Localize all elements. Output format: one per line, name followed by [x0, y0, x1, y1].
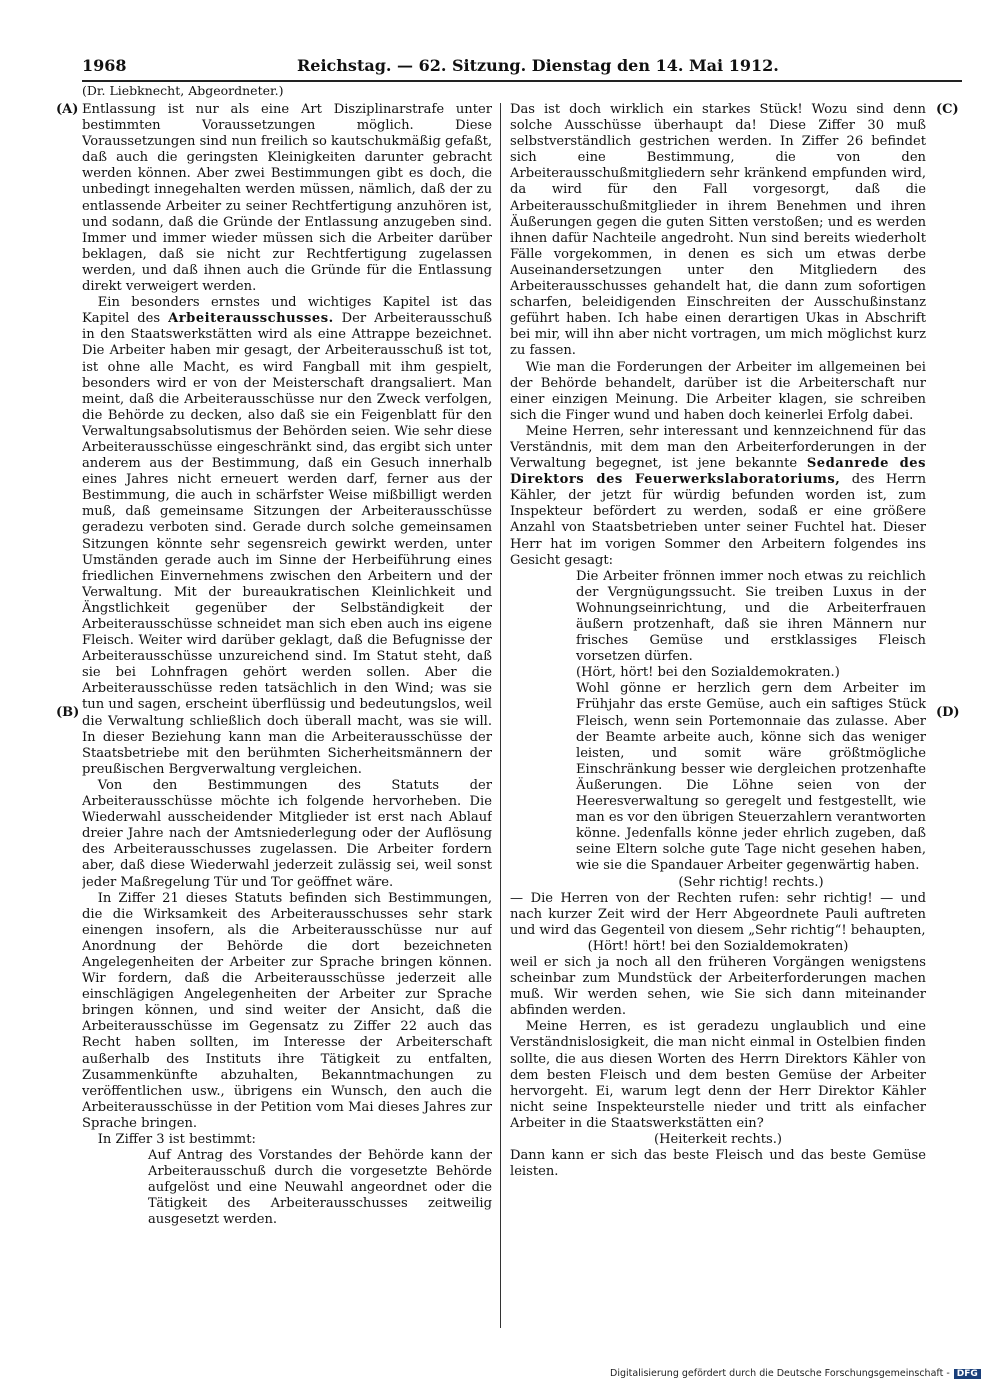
text-run: Meine Herren, sehr interessant und kennzeichnend für das Verständnis, mit dem man den Arbeiterforderungen in der Verwaltung begegnet, ist jene bekannte	[510, 423, 926, 472]
column-divider	[500, 103, 501, 1328]
quote-text: Auf Antrag des Vorstandes der Behörde kann der Arbeiterausschuß durch die vorgesetzte Behörde aufgelöst und eine Neuwahl angeordnet oder die Tätigkeit des Arbeiterausschusses zeitweilig ausgesetzt werden.	[148, 1148, 492, 1228]
page-header	[82, 56, 962, 78]
quote-text: Wohl gönne er herzlich gern dem Arbeiter im Frühjahr das erste Gemüse, auch ein saftiges Stück Fleisch, wenn sein Portemonnaie das zulasse. Aber der Beamte arbeite auch, könne sich das weniger leisten, und somit wäre größtmögliche Einschränkung besser wie dergleichen protzenhafte Äußerungen. Die Löhne seien von der Heeresverwaltung so geregelt und festgestellt, wie man es vor den übrigen Steuerzahlern verantworten könne. Jedenfalls könne jeder ehrlich zugeben, daß seine Eltern solche gute Tage nicht gesehen haben, wie sie die Spandauer Arbeiter gegenwärtig haben.	[576, 681, 926, 874]
left-column	[82, 102, 492, 1312]
interjection: (Sehr richtig! rechts.)	[678, 874, 824, 890]
section-heading: Arbeiterausschusses.	[168, 311, 334, 327]
page-title: Reichstag. — 62. Sitzung. Dienstag den 14. Mai 1912.	[297, 56, 779, 75]
interjection: (Hört! hört! bei den Sozialdemokraten)	[587, 938, 849, 954]
paragraph: — Die Herren von der Rechten rufen: sehr richtig! — und nach kurzer Zeit wird der Herr Abgeordnete Pauli auftreten und wird das Gegenteil von diesem „Sehr richtig“! behaupten,	[510, 890, 926, 938]
margin-marker-b: (B)	[56, 705, 80, 720]
paragraph: Entlassung ist nur als eine Art Disziplinarstrafe unter bestimmten Voraussetzungen möglich. Diese Voraussetzungen sind nun freilich so kautschukmäßig gefaßt, daß auch die geringsten Kleinigkeiten darunter gebracht werden können. Aber zwei Bestimmungen gibt es doch, die unbedingt innegehalten werden müssen, nämlich, daß der zu entlassende Arbeiter zu seiner Rechtfertigung anzuhören ist, und sodann, daß die Gründe der Entlassung anzugeben sind. Immer und immer wieder müssen sich die Arbeiter darüber beklagen, daß sie nicht zur Rechtfertigung zugelassen werden, und daß ihnen auch die Gründe für die Entlassung direkt verweigert werden.	[82, 102, 492, 295]
right-column	[510, 102, 926, 1312]
block-quote	[148, 1148, 492, 1228]
paragraph: Von den Bestimmungen des Statuts der Arbeiterausschüsse möchte ich folgende hervorheben. Die Wiederwahl ausscheidender Mitglieder ist erst nach Ablauf dreier Jahre nach der Amtsniederlegung oder der Auflösung des Arbeiterausschusses zugelassen. Die Arbeiter fordern aber, daß diese Wiederwahl jederzeit zulässig sei, weil sonst jeder Maßregelung Tür und Tor geöffnet wäre.	[82, 777, 492, 890]
text-run: Ein besonders ernstes und wichtiges Kapitel ist das Kapitel des	[82, 295, 492, 327]
digitization-footer	[610, 1368, 981, 1379]
speaker-note: (Dr. Liebknecht, Abgeordneter.)	[82, 83, 284, 98]
margin-marker-d: (D)	[936, 705, 960, 720]
paragraph: Dann kann er sich das beste Fleisch und das beste Gemüse leisten.	[510, 1148, 926, 1180]
interjection: (Heiterkeit rechts.)	[653, 1132, 783, 1147]
margin-marker-a: (A)	[56, 102, 79, 117]
paragraph: weil er sich ja noch all den früheren Vorgängen wenigstens scheinbar zum Mundstück der Arbeiterforderungen machen muß. Wir werden sehen, wie Sie sich dann miteinander abfinden werden.	[510, 954, 926, 1019]
quote-text: Die Arbeiter frönnen immer noch etwas zu reichlich der Vergnügungssucht. Sie treiben Luxus in der Wohnungseinrichtung, und die Arbeiterfrauen äußern protzenhaft, daß sie ihren Männern nur frisches Gemüse und erstklassiges Fleisch vorsetzen dürfen.	[576, 568, 926, 665]
dfg-logo: DFG	[954, 1369, 981, 1379]
paragraph: Wie man die Forderungen der Arbeiter im allgemeinen bei der Behörde behandelt, darüber ist die Arbeiterschaft nur einer einzigen Meinung. Die Arbeiter klagen, sie schreiben sich die Finger wund und haben doch keinerlei Erfolg dabei.	[510, 359, 926, 423]
paragraph	[82, 295, 492, 778]
text-run: des Herrn Kähler, der jetzt für würdig befunden worden ist, zum Inspekteur befördert zu werden, sodaß er eine größere Anzahl von Staatsbetrieben unter seiner Fuchtel hat. Dieser Herr hat im vorigen Sommer den Arbeitern folgendes ins Gesicht gesagt:	[510, 472, 926, 568]
section-heading: Sedanrede des Direktors des Feuerwerkslaboratoriums,	[510, 456, 926, 488]
paragraph	[510, 424, 926, 569]
header-rule	[82, 80, 962, 82]
footer-text: Digitalisierung gefördert durch die Deutsche Forschungsgemeinschaft -	[610, 1368, 950, 1379]
paragraph: In Ziffer 21 dieses Statuts befinden sich Bestimmungen, die die Wirksamkeit des Arbeiterausschusses sehr stark einengen insofern, als die Arbeiterausschüsse nur auf Anordnung der Behörde die dort bezeichneten Angelegenheiten der Arbeiter zur Sprache bringen können. Wir fordern, daß die Arbeiterausschüsse jederzeit alle einschlägigen Angelegenheiten der Arbeiter zur Sprache bringen können, und sind weiter der Ansicht, daß die Arbeiterausschüsse im Gegensatz zu Ziffer 22 auch das Recht haben sollten, im Interesse der Arbeiterschaft außerhalb des Instituts ihre Tätigkeit zu entfalten, Zusammenkünfte abzuhalten, Bekanntmachungen zu veröffentlichen usw., übrigens ein Wunsch, den auch die Arbeiterausschüsse in der Petition vom Mai dieses Jahres zur Sprache bringen.	[82, 890, 492, 1131]
page-number: 1968	[82, 56, 127, 75]
paragraph: Meine Herren, es ist geradezu unglaublich und eine Verständnislosigkeit, die man nicht einmal in Ostelbien finden sollte, die aus diesen Worten des Herrn Direktors Kähler von dem besten Fleisch und dem besten Gemüse der Arbeiter hervorgeht. Ei, warum legt denn der Herr Direktor Kähler nicht seine Inspekteurstelle nieder und tritt als einfacher Arbeiter in die Staatswerkstätten ein?	[510, 1019, 926, 1131]
margin-marker-c: (C)	[936, 102, 959, 117]
text-run: Der Arbeiterausschuß in den Staatswerkstätten wird als eine Attrappe bezeichnet. Die Arbeiter haben mir gesagt, der Arbeiterausschuß ist tot, ist ohne alle Macht, es wird Fangball mit ihm gespielt, besonders wird er von der Meisterschaft drangsaliert. Man meint, daß die Arbeiterausschüsse nur den Zweck verfolgen, die Behörde zu decken, also daß sie ein Feigenblatt für den Verwaltungsabsolutismus der Behörden seien. Wie sehr diese Arbeiterausschüsse eingeschränkt sind, das ergibt sich unter anderem aus der Bestimmung, daß ein Gesuch innerhalb eines Jahres nicht erneuert werden darf, ferner aus der Bestimmung, die auch in schärfster Weise mißbilligt werden muß, daß gemeinsame Sitzungen der Arbeiterausschüsse geradezu verboten sind. Gerade durch solche gemeinsamen Sitzungen könnte sehr segensreich gewirkt werden, unter Umständen gerade auch im Sinne der Herbeiführung eines friedlichen Einvernehmens zwischen den Arbeitern und der Verwaltung. Mit der bureaukratischen Kleinlichkeit und Ängstlichkeit gegenüber der Selbständigkeit der Arbeiterausschüsse schneidet man sich eben auch ins eigene Fleisch. Weiter wird darüber geklagt, daß die Befugnisse der Arbeiterausschüsse unzureichend sind. Im Statut steht, daß sie bei Lohnfragen gehört werden sollen. Aber die Arbeiterausschüsse reden tatsächlich in den Wind; was sie tun und sagen, erscheint überflüssig und bedeutungslos, weil die Verwaltung schließlich doch überall macht, was sie will. In dieser Beziehung kann man die Arbeiterausschüsse der Staatsbetriebe mit den berühmten Sicherheitsmännern der preußischen Bergverwaltung vergleichen.	[82, 311, 492, 777]
block-quote	[576, 569, 926, 891]
paragraph: In Ziffer 3 ist bestimmt:	[97, 1132, 256, 1147]
interjection: (Hört, hört! bei den Sozialdemokraten.)	[576, 665, 840, 681]
paragraph: Das ist doch wirklich ein starkes Stück! Wozu sind denn solche Ausschüsse überhaupt da! Diese Ziffer 30 muß selbstverständlich gestrichen werden. In Ziffer 26 befindet sich eine Bestimmung, die von den Arbeiterausschußmitgliedern sehr kränkend empfunden wird, da wird für den Fall vorgesorgt, daß die Arbeiterausschußmitglieder in ihrem Benehmen und ihren Äußerungen gegen die guten Sitten verstoßen; und es werden ihnen dafür Nachteile angedroht. Nun sind bereits wiederholt Fälle vorgekommen, in denen es sich um etwas derbe Auseinandersetzungen unter den Mitgliedern des Arbeiterausschusses gehandelt hat, die dann zum sofortigen scharfen, beleidigenden Einschreiten der Ausschußinstanz geführt haben. Ich habe einen derartigen Ukas in Abschrift bei mir, will ihn aber nicht vortragen, um mich möglichst kurz zu fassen.	[510, 102, 926, 359]
